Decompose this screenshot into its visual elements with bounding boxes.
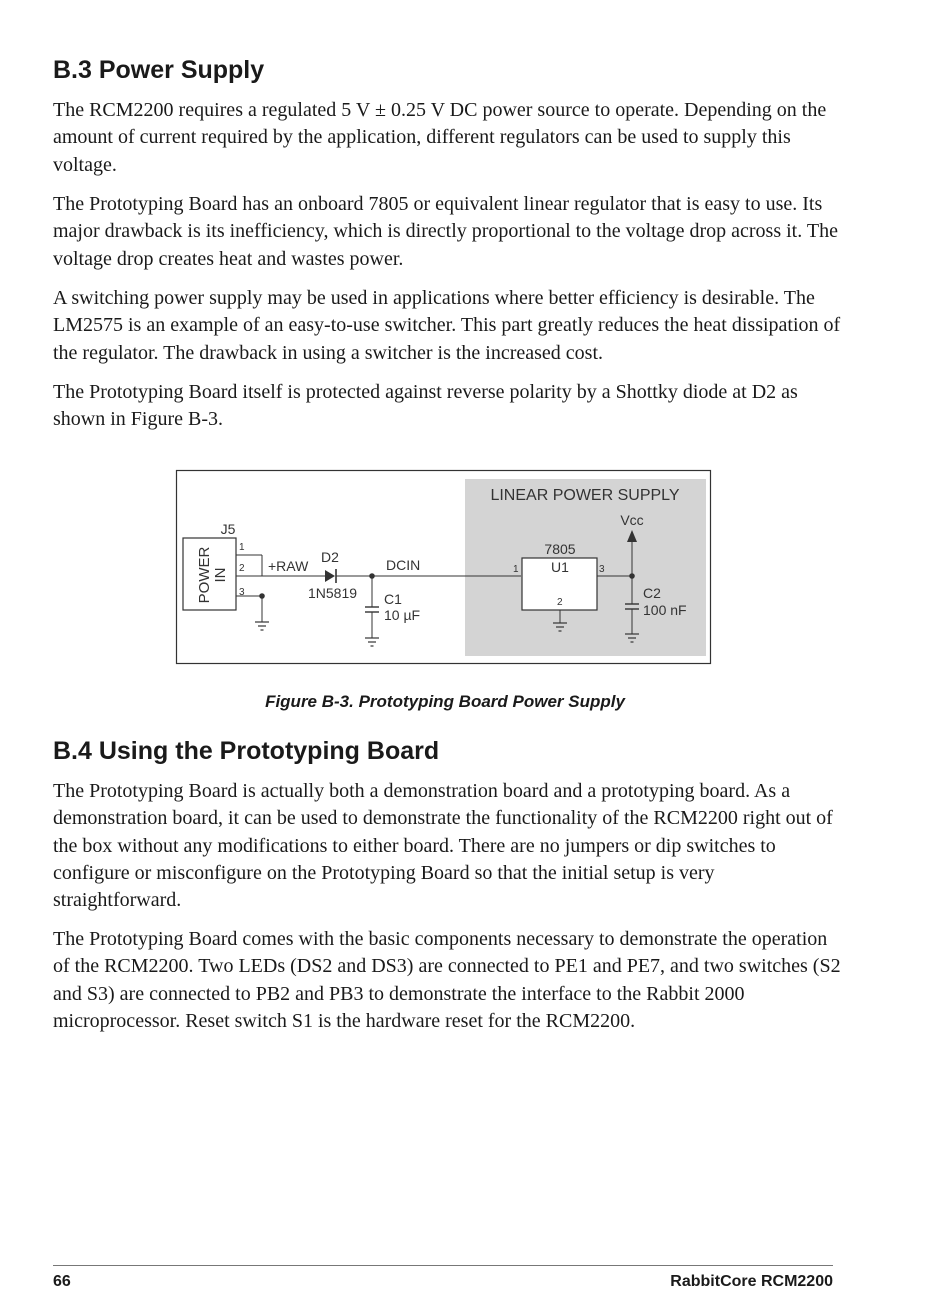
c2-value: 100 nF — [643, 602, 687, 618]
figure-caption: Figure B-3. Prototyping Board Power Supply — [265, 692, 625, 711]
footer-title: RabbitCore RCM2200 — [670, 1273, 833, 1290]
c1-value: 10 µF — [384, 607, 421, 623]
paragraph-switching-supply: A switching power supply may be used in applications where better efficiency is desirable. The LM2575 is an example of an easy-to-use switcher. This part greatly reduces the heat dissipation of the regulator. The drawback in using a switcher is the increased cost. — [53, 287, 841, 364]
vcc-label: Vcc — [620, 512, 644, 528]
diode-part: 1N5819 — [308, 585, 358, 601]
c1-ref: C1 — [384, 591, 402, 607]
diode-ref: D2 — [321, 549, 339, 565]
raw-label: +RAW — [268, 558, 309, 574]
paragraph-linear-regulator: The Prototyping Board has an onboard 7805 or equivalent linear regulator that is easy to use. Its major drawback is its inefficiency, which is directly proportional to the voltage drop across it. The voltage drop creates heat and wastes power. — [53, 193, 838, 270]
pin-3-label: 3 — [239, 587, 245, 598]
pin-1-label: 1 — [239, 542, 245, 553]
dcin-label: DCIN — [386, 557, 421, 573]
diode-symbol — [325, 570, 335, 582]
regulator-pin-1: 1 — [513, 564, 519, 575]
c2-ref: C2 — [643, 585, 661, 601]
section-heading-power-supply: B.3 Power Supply — [53, 56, 265, 84]
connector-ref: J5 — [220, 521, 236, 537]
paragraph-power-requirement: The RCM2200 requires a regulated 5 V ± 0.25 V DC power source to operate. Depending on the amount of current required by the application, different regulators can be used to supply this voltage. — [53, 99, 827, 176]
connector-label-in: IN — [212, 567, 229, 583]
footer-rule — [53, 1265, 833, 1266]
linear-supply-label: LINEAR POWER SUPPLY — [490, 487, 680, 504]
regulator-pin-3: 3 — [599, 564, 605, 575]
paragraph-demonstration-board: The Prototyping Board is actually both a demonstration board and a prototyping board. As a demonstration board, it can be used to demonstrate the functionality of the RCM2200 right out of the box without any modifications to either board. There are no jumpers or dip switches to configure or misconfigure on the Prototyping Board so that the initial setup is very straightforward. — [53, 780, 833, 912]
paragraph-reverse-polarity: The Prototyping Board itself is protected against reverse polarity by a Shottky diode at D2 as shown in Figure B-3. — [53, 381, 798, 431]
paragraph-basic-components: The Prototyping Board comes with the basic components necessary to demonstrate the operation of the RCM2200. Two LEDs (DS2 and DS3) are connected to PE1 and PE7, and two switches (S2 and S3) are connected to PB2 and PB3 to demonstrate the interface to the Rabbit 2000 microprocessor. Reset switch S1 is the hardware reset for the RCM2200. — [53, 928, 841, 1032]
regulator-part: 7805 — [544, 541, 576, 557]
regulator-pin-2: 2 — [557, 597, 563, 608]
page-number: 66 — [53, 1273, 71, 1290]
section-heading-using-board: B.4 Using the Prototyping Board — [53, 737, 440, 765]
regulator-ref: U1 — [551, 559, 569, 575]
connector-label-power: POWER — [196, 546, 213, 604]
pin-2-label: 2 — [239, 563, 245, 574]
